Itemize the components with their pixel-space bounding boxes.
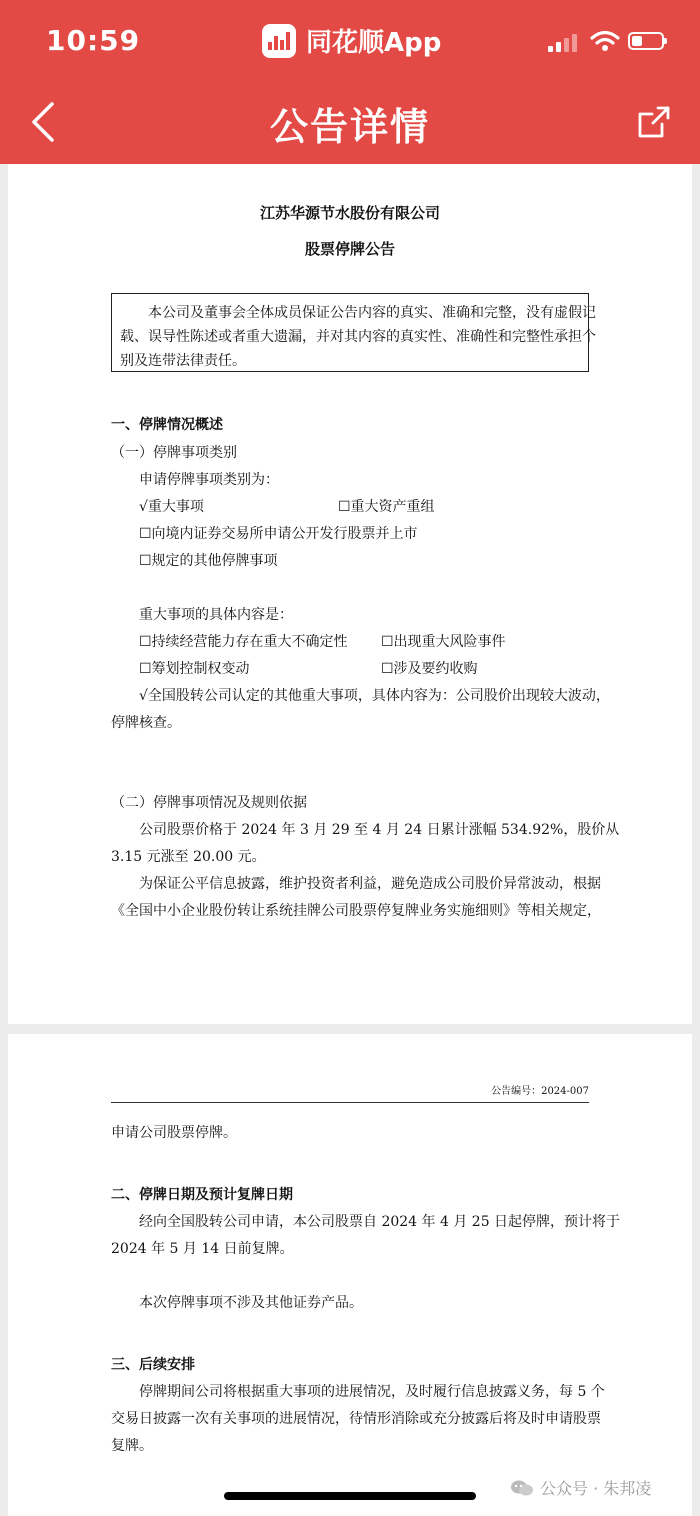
option-neeq-other-cont: 停牌核查。 xyxy=(111,715,181,731)
price-text-cont: 3.15 元涨至 20.00 元。 xyxy=(111,849,266,865)
detail-intro: 重大事项的具体内容是： xyxy=(139,607,293,623)
option-neeq-other: √全国股转公司认定的其他重大事项，具体内容为：公司股价出现较大波动， xyxy=(139,688,610,704)
watermark-text: 公众号 · 朱邦凌 xyxy=(540,1479,652,1498)
other-securities-note: 本次停牌事项不涉及其他证券产品。 xyxy=(139,1295,363,1311)
page-title: 公告详情 xyxy=(269,105,430,149)
suspension-date-text-cont: 2024 年 5 月 14 日前复牌。 xyxy=(111,1241,294,1257)
watermark xyxy=(510,1476,651,1499)
subsection-1-2: （二）停牌事项情况及规则依据 xyxy=(111,795,307,811)
option-tender-offer: ☐涉及要约收购 xyxy=(381,661,478,677)
app-logo-icon xyxy=(262,24,296,58)
option-public-listing: ☐向境内证券交易所申请公开发行股票并上市 xyxy=(139,526,418,542)
section-2-heading: 二、停牌日期及预计复牌日期 xyxy=(111,1187,293,1203)
category-intro: 申请停牌事项类别为： xyxy=(139,472,279,488)
wechat-icon xyxy=(510,1479,534,1497)
wifi-icon xyxy=(590,30,620,52)
disclaimer-line: 本公司及董事会全体成员保证公告内容的真实、准确和完整，没有虚假记 xyxy=(148,305,596,321)
option-asset-restructure: ☐重大资产重组 xyxy=(338,499,435,515)
rule-basis-text-cont: 《全国中小企业股份转让系统挂牌公司股票停复牌业务实施细则》等相关规定， xyxy=(111,903,601,919)
price-text: 公司股票价格于 2024 年 3 月 29 至 4 月 24 日累计涨幅 534.92%，股价从 xyxy=(139,822,620,838)
suspension-date-text: 经向全国股转公司申请，本公司股票自 2024 年 4 月 25 日起停牌，预计将于 xyxy=(139,1214,621,1230)
section-3-heading: 三、后续安排 xyxy=(111,1357,195,1373)
option-major-event: √重大事项 xyxy=(139,499,204,515)
disclaimer-line: 载、误导性陈述或者重大遗漏，并对其内容的真实性、准确性和完整性承担个 xyxy=(120,329,596,345)
continued-text: 申请公司股票停牌。 xyxy=(111,1125,237,1141)
status-time: 10:59 xyxy=(46,24,141,57)
follow-up-text: 停牌期间公司将根据重大事项的进展情况，及时履行信息披露义务，每 5 个 xyxy=(139,1384,605,1400)
document-page-2 xyxy=(8,1034,692,1516)
rule-basis-text: 为保证公平信息披露，维护投资者利益，避免造成公司股价异常波动，根据 xyxy=(139,876,601,892)
option-major-risk: ☐出现重大风险事件 xyxy=(381,634,506,650)
document-title: 股票停牌公告 xyxy=(304,240,395,258)
company-name: 江苏华源节水股份有限公司 xyxy=(259,204,440,222)
subsection-1-1: （一）停牌事项类别 xyxy=(111,445,237,461)
app-name: 同花顺App xyxy=(306,28,442,58)
option-going-concern: ☐持续经营能力存在重大不确定性 xyxy=(139,634,348,650)
disclaimer-line: 别及连带法律责任。 xyxy=(120,353,246,369)
option-control-change: ☐筹划控制权变动 xyxy=(139,661,250,677)
option-other: ☐规定的其他停牌事项 xyxy=(139,553,278,569)
share-icon[interactable] xyxy=(636,104,672,140)
app-label[interactable] xyxy=(262,22,441,59)
signal-icon xyxy=(548,34,577,52)
follow-up-text-end: 复牌。 xyxy=(111,1438,153,1454)
header-rule xyxy=(111,1102,589,1103)
notice-number: 公告编号：2024-007 xyxy=(491,1086,589,1097)
document-page-1 xyxy=(8,164,692,1024)
disclaimer-box xyxy=(111,293,596,372)
section-1-heading: 一、停牌情况概述 xyxy=(111,417,223,433)
app-header xyxy=(0,0,700,164)
battery-icon xyxy=(628,32,664,50)
follow-up-text-cont: 交易日披露一次有关事项的进展情况，待情形消除或充分披露后将及时申请股票 xyxy=(111,1411,601,1427)
home-indicator[interactable] xyxy=(224,1492,476,1500)
